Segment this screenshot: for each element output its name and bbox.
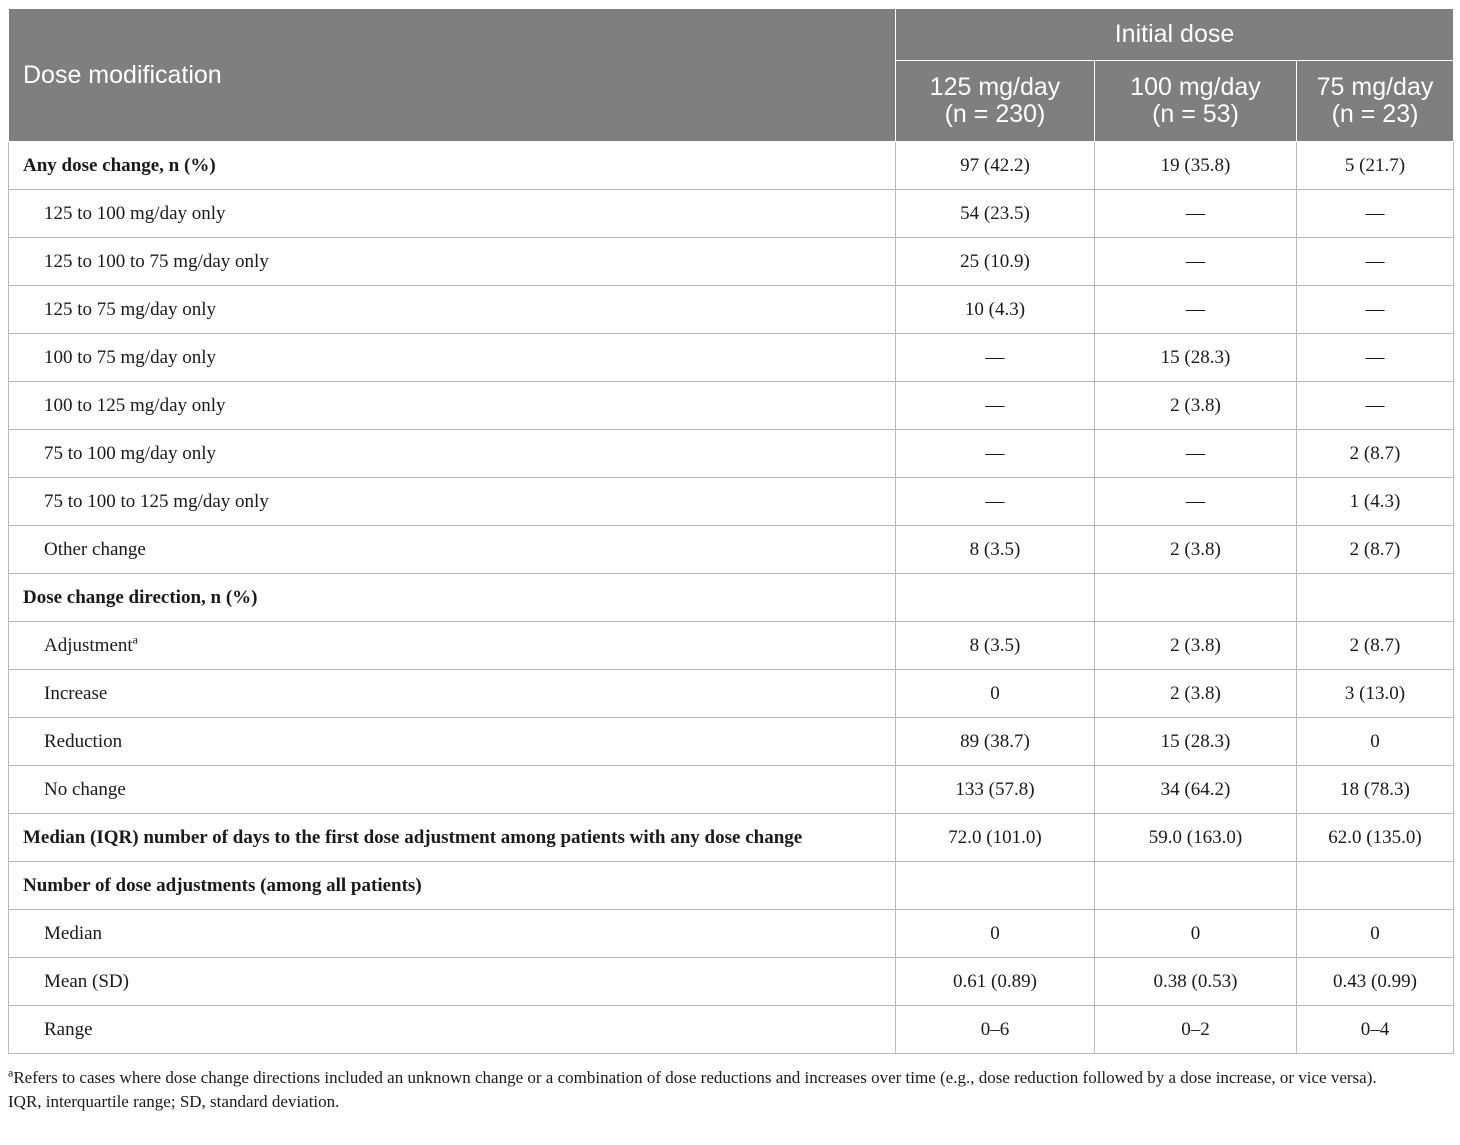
value-cell: 0 (896, 910, 1095, 958)
table-row (9, 622, 1454, 670)
value-cell: 89 (38.7) (896, 718, 1095, 766)
group-header: Initial dose (896, 9, 1454, 61)
dose-modification-table (8, 8, 1454, 1054)
value-cell: — (896, 382, 1095, 430)
column-n: (n = 23) (1331, 100, 1419, 128)
table-footnotes (8, 1066, 1453, 1114)
value-cell: 8 (3.5) (896, 622, 1095, 670)
footnote-marker: a (132, 632, 138, 647)
row-label-cell (9, 670, 896, 718)
column-n: (n = 230) (944, 100, 1046, 128)
table-row (9, 334, 1454, 382)
row-label: Median (IQR) number of days to the first dose adjustment among patients with any dose change (23, 826, 803, 848)
column-dose: 100 mg/day (1130, 73, 1261, 101)
value-cell: 0–2 (1095, 1006, 1297, 1054)
row-label-cell (9, 814, 896, 862)
value-cell: 2 (3.8) (1095, 526, 1297, 574)
value-cell: 62.0 (135.0) (1297, 814, 1454, 862)
value-cell (1297, 574, 1454, 622)
row-label: 75 to 100 to 125 mg/day only (44, 490, 269, 512)
table-row (9, 670, 1454, 718)
value-cell: 0 (1297, 718, 1454, 766)
column-dose: 125 mg/day (929, 73, 1061, 101)
value-cell: — (1297, 334, 1454, 382)
value-cell: 0–6 (896, 1006, 1095, 1054)
row-label: Adjustment (44, 634, 133, 656)
row-label-cell (9, 286, 896, 334)
value-cell: — (1297, 286, 1454, 334)
row-label-cell (9, 862, 896, 910)
value-cell: 25 (10.9) (896, 238, 1095, 286)
table-row (9, 766, 1454, 814)
table-row (9, 478, 1454, 526)
table-row (9, 862, 1454, 910)
value-cell: — (1095, 238, 1297, 286)
table-row (9, 958, 1454, 1006)
row-label: 100 to 125 mg/day only (44, 394, 226, 416)
table-row (9, 430, 1454, 478)
column-header (1297, 61, 1454, 142)
row-label: Increase (44, 682, 108, 704)
table-row (9, 718, 1454, 766)
row-label: No change (44, 778, 126, 800)
row-label-cell (9, 430, 896, 478)
table-row (9, 142, 1454, 190)
table-row (9, 910, 1454, 958)
value-cell (1297, 862, 1454, 910)
value-cell: — (1297, 382, 1454, 430)
column-header (1095, 61, 1297, 142)
row-label: 125 to 100 mg/day only (44, 202, 226, 224)
value-cell: 54 (23.5) (896, 190, 1095, 238)
value-cell (896, 574, 1095, 622)
row-label: 100 to 75 mg/day only (44, 346, 217, 368)
value-cell: 10 (4.3) (896, 286, 1095, 334)
value-cell: — (1095, 286, 1297, 334)
value-cell: — (1095, 190, 1297, 238)
row-label: 75 to 100 mg/day only (44, 442, 217, 464)
dose-modification-table-container (8, 8, 1453, 1054)
row-label-cell (9, 718, 896, 766)
value-cell: 2 (8.7) (1297, 622, 1454, 670)
row-label-cell (9, 1006, 896, 1054)
row-label: 125 to 100 to 75 mg/day only (44, 250, 269, 272)
row-label-cell (9, 574, 896, 622)
row-label: 125 to 75 mg/day only (44, 298, 217, 320)
table-row (9, 238, 1454, 286)
table-row (9, 814, 1454, 862)
value-cell: 0–4 (1297, 1006, 1454, 1054)
row-label: Other change (44, 538, 146, 560)
table-row (9, 1006, 1454, 1054)
value-cell: 59.0 (163.0) (1095, 814, 1297, 862)
value-cell: — (1095, 430, 1297, 478)
column-n: (n = 53) (1152, 100, 1239, 128)
value-cell: 0 (896, 670, 1095, 718)
table-row (9, 286, 1454, 334)
row-label-cell (9, 478, 896, 526)
row-label: Number of dose adjustments (among all patients) (23, 874, 422, 896)
value-cell: 0 (1095, 910, 1297, 958)
value-cell: 2 (8.7) (1297, 526, 1454, 574)
value-cell: 3 (13.0) (1297, 670, 1454, 718)
value-cell: 0 (1297, 910, 1454, 958)
row-label-cell (9, 142, 896, 190)
row-label-cell (9, 238, 896, 286)
value-cell: 2 (3.8) (1095, 670, 1297, 718)
row-label: Reduction (44, 730, 123, 752)
value-cell: 34 (64.2) (1095, 766, 1297, 814)
column-header (896, 61, 1095, 142)
row-label-cell (9, 190, 896, 238)
value-cell: 15 (28.3) (1095, 334, 1297, 382)
table-row (9, 382, 1454, 430)
row-label-cell (9, 910, 896, 958)
value-cell: 2 (3.8) (1095, 382, 1297, 430)
column-dose: 75 mg/day (1316, 73, 1434, 101)
row-label-cell (9, 766, 896, 814)
value-cell: — (1095, 478, 1297, 526)
value-cell: 18 (78.3) (1297, 766, 1454, 814)
value-cell: 2 (3.8) (1095, 622, 1297, 670)
row-label: Median (44, 922, 103, 944)
row-header: Dose modification (9, 9, 896, 142)
row-label-cell (9, 526, 896, 574)
table-row (9, 574, 1454, 622)
value-cell: — (896, 478, 1095, 526)
value-cell: 0.61 (0.89) (896, 958, 1095, 1006)
value-cell: 5 (21.7) (1297, 142, 1454, 190)
value-cell: — (896, 430, 1095, 478)
value-cell (896, 862, 1095, 910)
value-cell: 19 (35.8) (1095, 142, 1297, 190)
value-cell: 2 (8.7) (1297, 430, 1454, 478)
row-label: Any dose change, n (%) (23, 154, 216, 176)
value-cell: 97 (42.2) (896, 142, 1095, 190)
value-cell: 15 (28.3) (1095, 718, 1297, 766)
row-label: Mean (SD) (44, 970, 129, 992)
row-label: Dose change direction, n (%) (23, 586, 258, 608)
value-cell: 8 (3.5) (896, 526, 1095, 574)
row-label-cell (9, 334, 896, 382)
value-cell: 0.38 (0.53) (1095, 958, 1297, 1006)
row-label-cell (9, 382, 896, 430)
value-cell: 0.43 (0.99) (1297, 958, 1454, 1006)
row-label-cell (9, 622, 896, 670)
value-cell: 72.0 (101.0) (896, 814, 1095, 862)
footnote-marker: a (8, 1065, 14, 1080)
row-label: Range (44, 1018, 93, 1040)
table-body (9, 142, 1454, 1054)
footnote-a (8, 1066, 1453, 1090)
value-cell: 1 (4.3) (1297, 478, 1454, 526)
value-cell: — (896, 334, 1095, 382)
row-label-cell (9, 958, 896, 1006)
value-cell: — (1297, 238, 1454, 286)
table-row (9, 190, 1454, 238)
value-cell: 133 (57.8) (896, 766, 1095, 814)
footnote-a-text: Refers to cases where dose change directions included an unknown change or a combination of dose reductions and increases over time (e.g., dose reduction followed by a dose increase, or vice versa). (13, 1068, 1377, 1087)
footnote-abbreviations: IQR, interquartile range; SD, standard deviation. (8, 1092, 340, 1111)
value-cell: — (1297, 190, 1454, 238)
value-cell (1095, 574, 1297, 622)
value-cell (1095, 862, 1297, 910)
table-row (9, 526, 1454, 574)
